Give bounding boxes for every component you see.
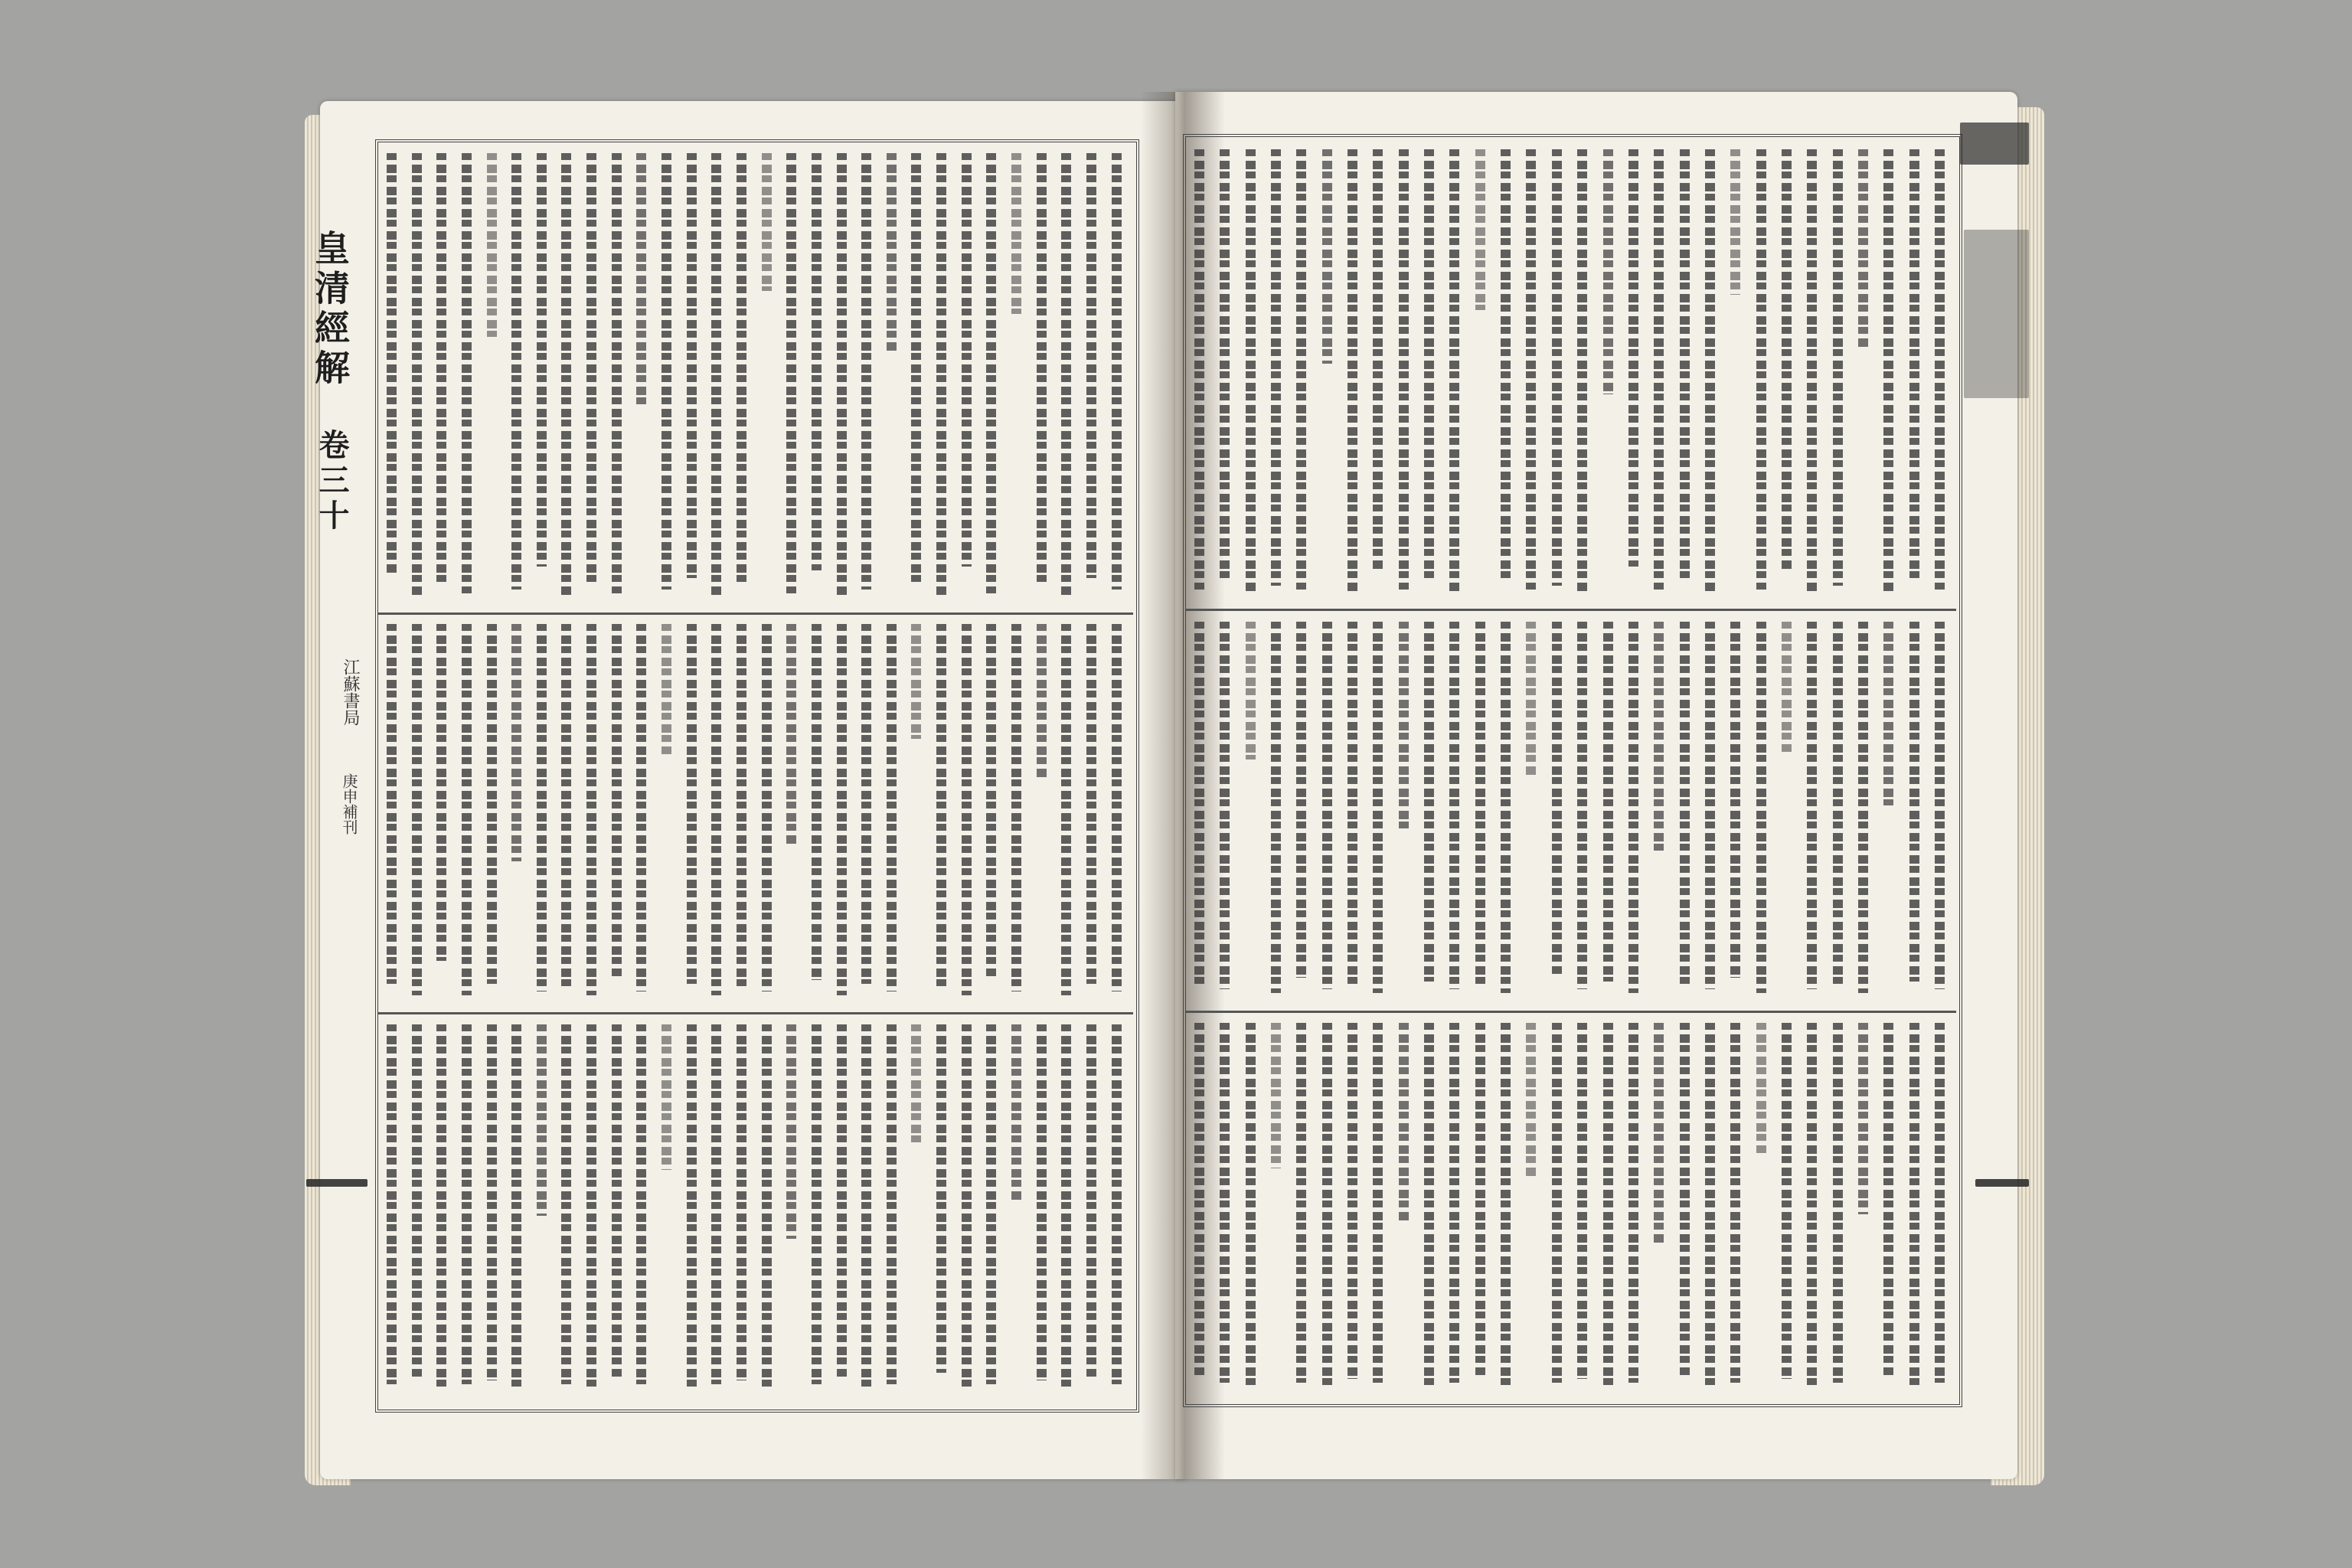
right-edge-volume-mark	[1964, 230, 2029, 398]
left-band-rule-1	[378, 612, 1133, 615]
left-footer: 江蘇書局	[341, 658, 360, 726]
right-edge-ink-mark	[1975, 1179, 2029, 1187]
right-lower-text-block	[1194, 1023, 1945, 1394]
left-edge-ink-mark	[306, 1179, 368, 1187]
right-edge-title-mark	[1960, 122, 2029, 165]
right-band-rule-2	[1186, 1011, 1956, 1013]
left-middle-text-block	[387, 624, 1122, 1003]
left-upper-text-block	[387, 153, 1122, 601]
right-middle-text-block	[1194, 622, 1945, 1001]
left-margin-volume: 卷三十	[314, 429, 350, 534]
left-footer-sub: 庚申補刊	[340, 773, 358, 835]
right-upper-text-block	[1194, 149, 1945, 597]
left-margin-title: 皇清經解	[309, 230, 351, 389]
left-band-rule-2	[378, 1012, 1133, 1014]
left-lower-text-block	[387, 1024, 1122, 1396]
right-band-rule-1	[1186, 609, 1956, 611]
